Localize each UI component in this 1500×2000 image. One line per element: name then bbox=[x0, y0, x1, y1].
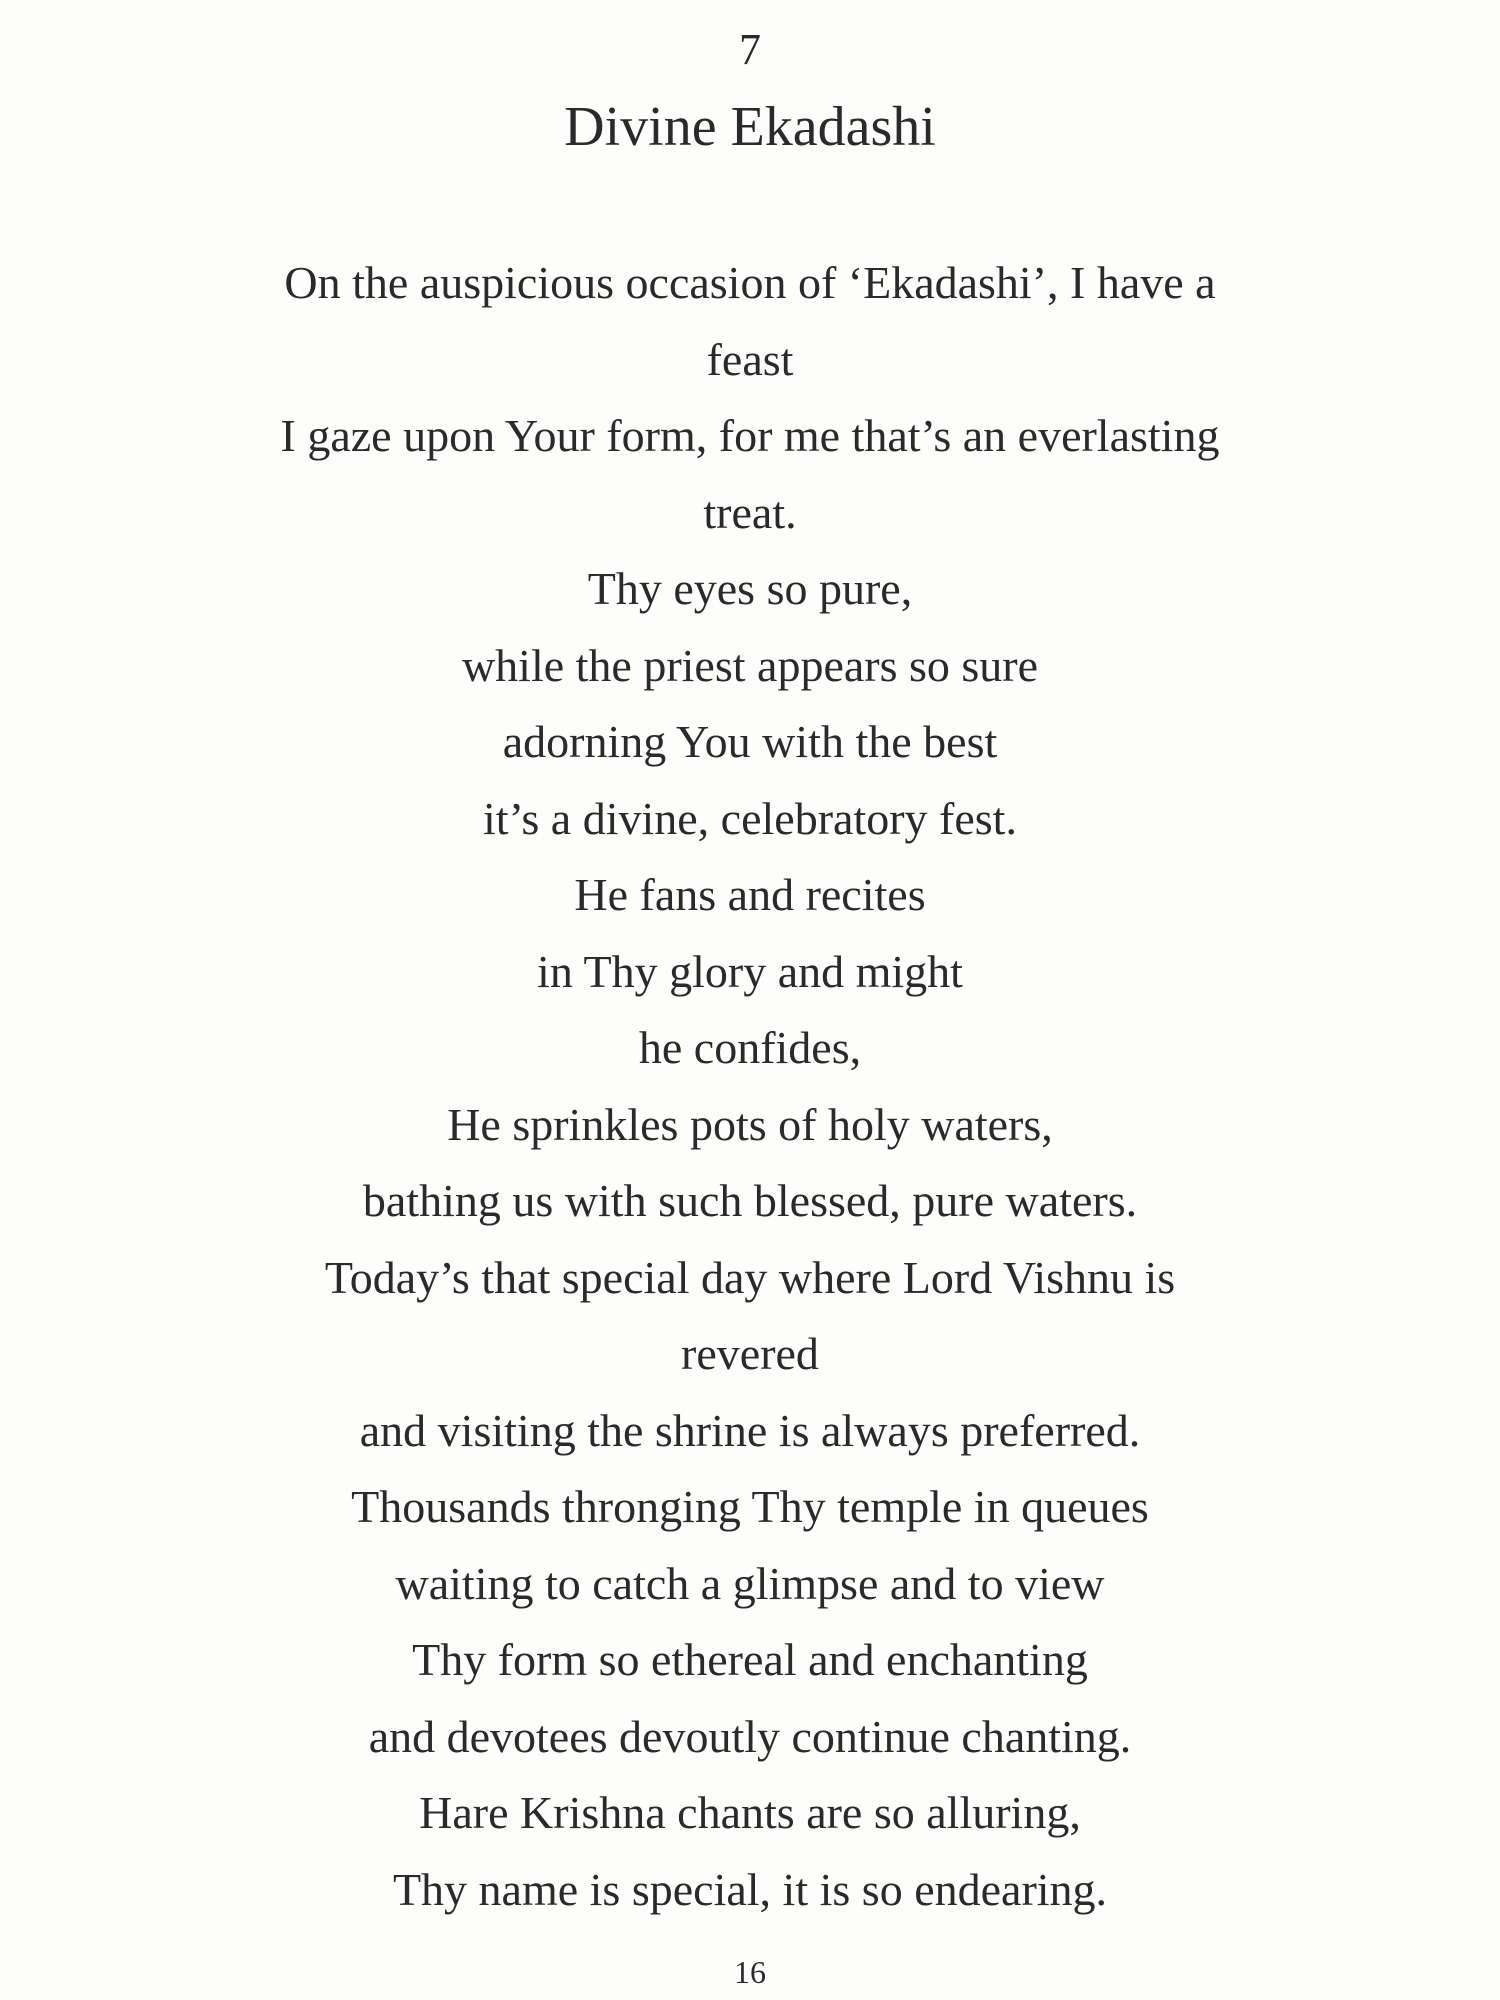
page-number: 16 bbox=[734, 1954, 766, 1990]
poem-line: Thy name is special, it is so endearing. bbox=[392, 1863, 1108, 1915]
chapter-title: Divine Ekadashi bbox=[564, 96, 936, 158]
poem-line: Thy form so ethereal and enchanting bbox=[412, 1634, 1088, 1685]
chapter-number: 7 bbox=[739, 25, 761, 74]
poem-line: On the auspicious occasion of ‘Ekadashi’, I have a bbox=[284, 257, 1216, 308]
poem-line: it’s a divine, celebratory fest. bbox=[483, 792, 1017, 844]
poem-line: treat. bbox=[703, 486, 797, 538]
poem-line: bathing us with such blessed, pure waters. bbox=[362, 1175, 1138, 1226]
poem-line: waiting to catch a glimpse and to view bbox=[395, 1557, 1105, 1609]
poem-body bbox=[0, 245, 1500, 1928]
poem-line: and visiting the shrine is always preferred. bbox=[359, 1404, 1141, 1456]
poem-line: He sprinkles pots of holy waters, bbox=[447, 1098, 1053, 1150]
poem-line: feast bbox=[706, 333, 794, 385]
poem-line: and devotees devoutly continue chanting. bbox=[368, 1710, 1132, 1762]
poem-line: Thy eyes so pure, bbox=[587, 563, 913, 614]
poem-line: in Thy glory and might bbox=[537, 945, 963, 997]
poem-line: he confides, bbox=[638, 1022, 862, 1073]
poem-line: Thousands thronging Thy temple in queues bbox=[351, 1481, 1149, 1532]
poem-line: revered bbox=[681, 1328, 819, 1379]
poem-line: adorning You with the best bbox=[502, 716, 998, 767]
poem-line: Hare Krishna chants are so alluring, bbox=[419, 1787, 1081, 1838]
poem-line: Today’s that special day where Lord Vishnu is bbox=[324, 1251, 1176, 1303]
poem-line: while the priest appears so sure bbox=[461, 639, 1039, 691]
poem-line: I gaze upon Your form, for me that’s an everlasting bbox=[280, 410, 1220, 461]
poem-line: He fans and recites bbox=[574, 869, 926, 920]
